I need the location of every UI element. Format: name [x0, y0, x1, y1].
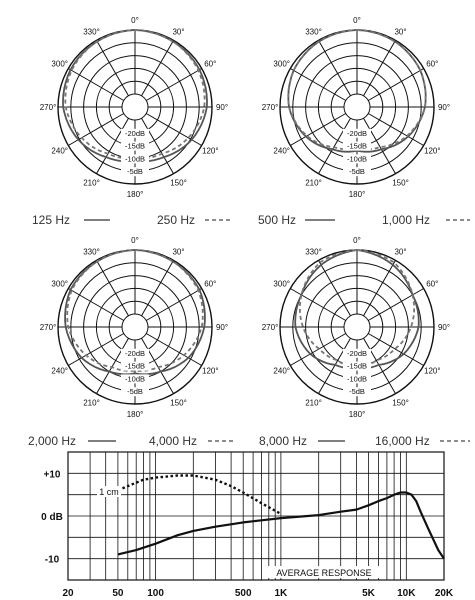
polar-angle-label: 330°	[305, 27, 322, 37]
polar-angle-label: 30°	[172, 247, 185, 257]
polar-angle-label: 150°	[170, 178, 187, 188]
response-x-tick-label: 5K	[362, 588, 375, 599]
polar-ring-label: -5dB	[127, 167, 143, 177]
polar-angle-label: 0°	[353, 16, 361, 25]
polar-plot-500-1000hz	[262, 16, 450, 199]
polar-angle-label: 90°	[215, 103, 229, 112]
polar-ring-label: -5dB	[349, 387, 365, 397]
legend-125hz-label: 125 Hz	[32, 213, 71, 227]
polar-angle-label: 210°	[305, 398, 322, 408]
polar-angle-label: 180°	[348, 410, 366, 419]
legend-500hz-label: 500 Hz	[258, 213, 297, 227]
response-annotation-label: AVERAGE RESPONSE	[276, 568, 372, 578]
polar-angle-label: 270°	[261, 323, 279, 332]
polar-angle-label: 120°	[424, 146, 441, 156]
polar-ring-label: -15dB	[346, 141, 368, 151]
polar-angle-label: 210°	[83, 398, 100, 408]
legend-2000hz-label: 2,000 Hz	[28, 434, 77, 448]
legend-row-2	[28, 434, 470, 448]
polar-angle-label: 330°	[305, 247, 322, 257]
polar-ring-label: -15dB	[346, 361, 368, 371]
polar-center-circle	[344, 94, 370, 120]
frequency-response-chart	[41, 452, 454, 599]
polar-plot-2000-4000hz	[40, 236, 228, 419]
polar-ring-label: -10dB	[346, 154, 368, 164]
polar-angle-label: 30°	[394, 247, 407, 257]
polar-ring-label: -20dB	[346, 128, 368, 138]
polar-ring-label: -15dB	[124, 361, 146, 371]
polar-plot-125-250hz	[40, 16, 228, 199]
polar-angle-label: 270°	[39, 103, 57, 112]
polar-angle-label: 90°	[437, 103, 451, 112]
polar-angle-label: 0°	[131, 236, 139, 245]
polar-angle-label: 90°	[437, 323, 451, 332]
polar-angle-label: 210°	[83, 178, 100, 188]
legend-1000hz-label: 1,000 Hz	[382, 213, 431, 227]
polar-angle-label: 330°	[83, 247, 100, 257]
polar-angle-label: 180°	[126, 190, 144, 199]
polar-ring-label: -5dB	[127, 387, 143, 397]
response-y-tick-label: -10	[44, 554, 60, 566]
legend-4000hz-label: 4,000 Hz	[149, 434, 198, 448]
polar-ring-label: -5dB	[349, 167, 365, 177]
polar-ring-label: -20dB	[124, 128, 146, 138]
polar-angle-label: 120°	[424, 366, 441, 376]
polar-angle-label: 60°	[204, 279, 217, 289]
legend-250hz-label: 250 Hz	[157, 213, 196, 227]
polar-angle-label: 210°	[305, 178, 322, 188]
polar-ring-label: -15dB	[124, 141, 146, 151]
response-y-tick-label: +10	[43, 469, 61, 481]
response-x-tick-label: 20K	[434, 588, 454, 599]
polar-angle-label: 300°	[273, 279, 290, 289]
polar-angle-label: 180°	[348, 190, 366, 199]
polar-ring-label: -10dB	[124, 374, 146, 384]
polar-angle-label: 150°	[392, 398, 409, 408]
response-x-tick-label: 20	[62, 588, 74, 599]
polar-ring-label: -20dB	[346, 348, 368, 358]
polar-angle-label: 30°	[394, 27, 407, 37]
polar-angle-label: 240°	[51, 146, 68, 156]
response-x-tick-label: 100	[147, 588, 164, 599]
polar-center-circle	[344, 314, 370, 340]
polar-angle-label: 180°	[126, 410, 144, 419]
polar-angle-label: 60°	[426, 59, 439, 69]
polar-angle-label: 300°	[51, 59, 68, 69]
polar-ring-label: -20dB	[124, 348, 146, 358]
polar-angle-label: 60°	[204, 59, 217, 69]
polar-angle-label: 240°	[51, 366, 68, 376]
response-x-tick-label: 1K	[274, 588, 288, 599]
polar-angle-label: 0°	[353, 236, 361, 245]
polar-plot-8000-16000hz	[262, 236, 450, 419]
polar-angle-label: 60°	[426, 279, 439, 289]
polar-angle-label: 120°	[202, 146, 219, 156]
polar-angle-label: 120°	[202, 366, 219, 376]
polar-ring-label: -10dB	[346, 374, 368, 384]
polar-center-circle	[122, 94, 148, 120]
polar-angle-label: 300°	[51, 279, 68, 289]
legend-row-1	[32, 213, 470, 227]
polar-angle-label: 270°	[39, 323, 57, 332]
polar-angle-label: 0°	[131, 16, 139, 25]
polar-angle-label: 270°	[261, 103, 279, 112]
polar-angle-label: 150°	[170, 398, 187, 408]
polar-angle-label: 240°	[273, 366, 290, 376]
legend-8000hz-label: 8,000 Hz	[259, 434, 308, 448]
polar-angle-label: 90°	[215, 323, 229, 332]
polar-angle-label: 30°	[172, 27, 185, 37]
response-x-tick-label: 50	[112, 588, 124, 599]
polar-ring-label: -10dB	[124, 154, 146, 164]
response-x-tick-label: 500	[234, 588, 252, 599]
polar-angle-label: 150°	[392, 178, 409, 188]
response-y-tick-label: 0 dB	[41, 512, 63, 523]
response-x-tick-label: 10K	[397, 588, 416, 599]
polar-center-circle	[122, 314, 148, 340]
polar-angle-label: 240°	[273, 146, 290, 156]
legend-16000hz-label: 16,000 Hz	[375, 434, 430, 448]
polar-angle-label: 330°	[83, 27, 100, 37]
polar-angle-label: 300°	[273, 59, 290, 69]
response-curve-label-1cm: 1 cm	[99, 487, 119, 497]
